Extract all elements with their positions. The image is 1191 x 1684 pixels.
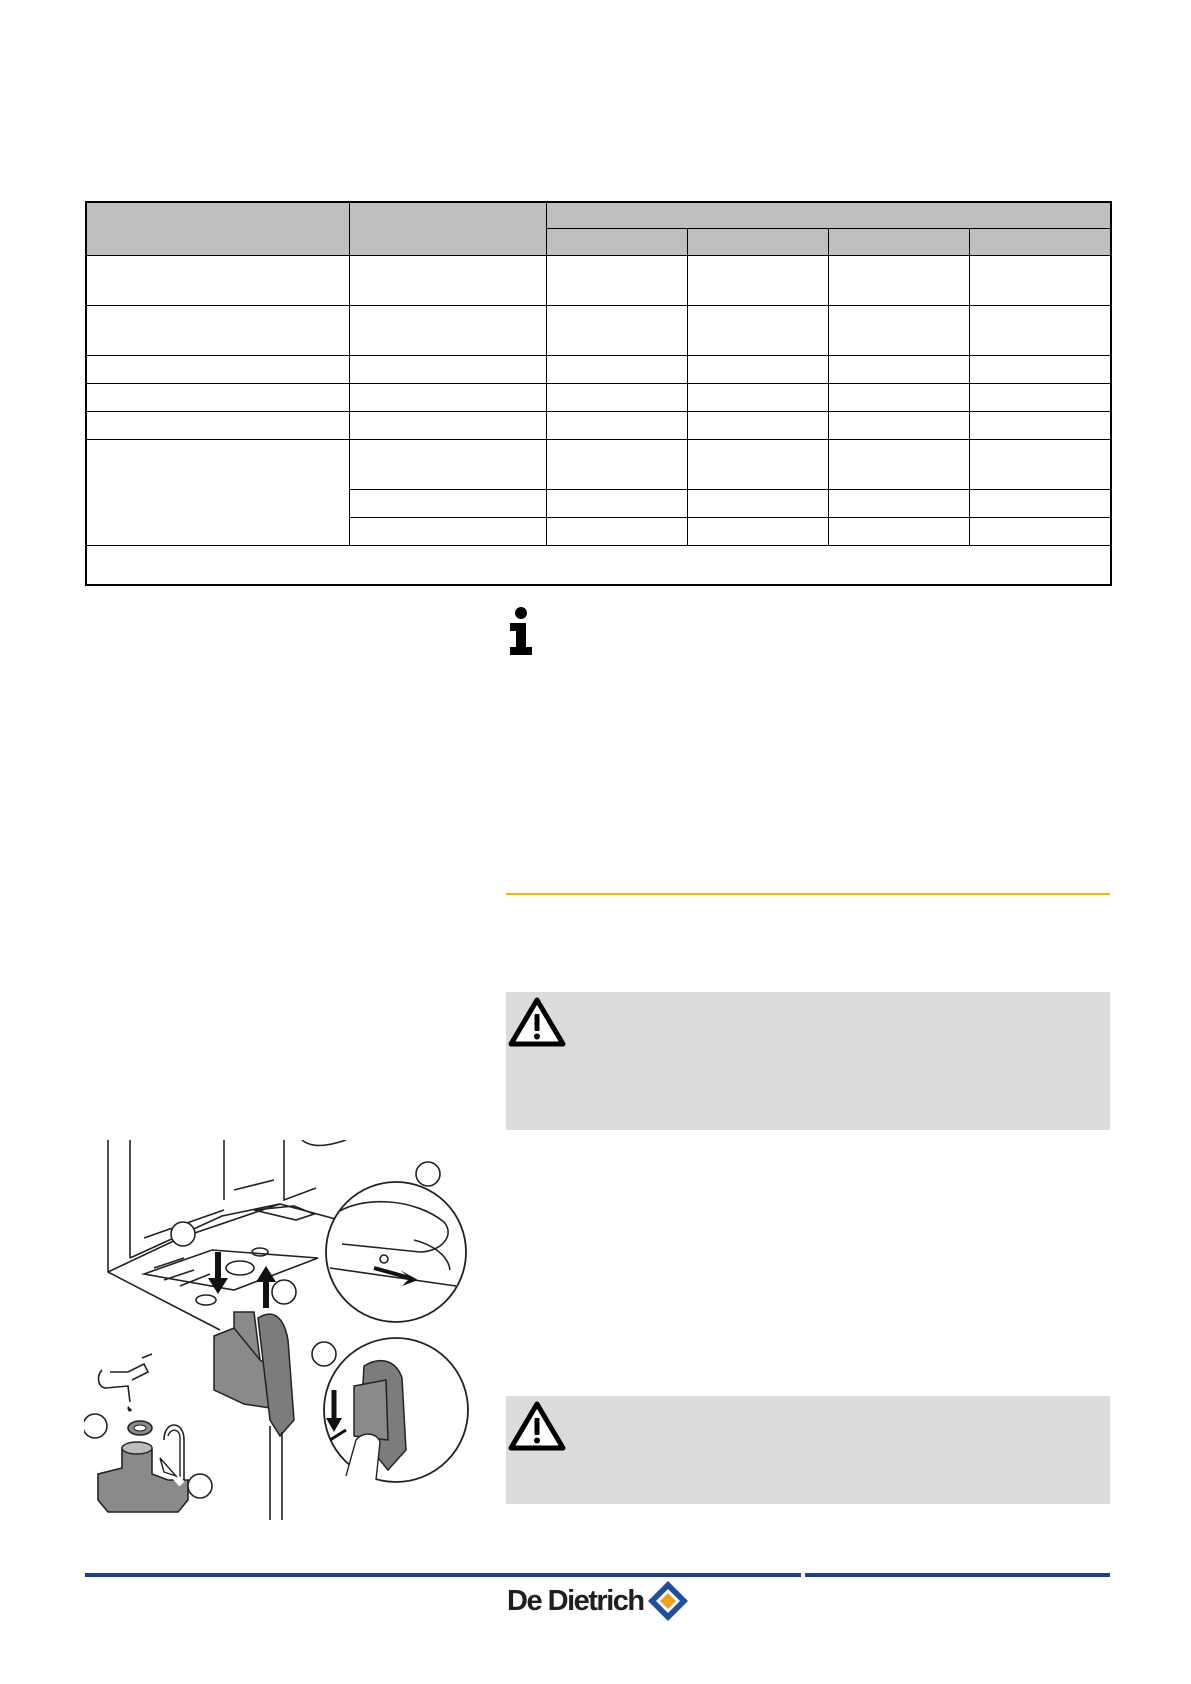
table-cell	[687, 356, 828, 384]
table-cell	[969, 306, 1111, 356]
table-cell	[969, 384, 1111, 412]
table-cell	[546, 384, 687, 412]
table-note	[86, 545, 1111, 585]
table-subheader	[687, 229, 828, 256]
info-icon	[507, 607, 535, 655]
brand-name: De Dietrich	[507, 1584, 644, 1617]
table-cell	[828, 517, 969, 545]
table-cell	[86, 440, 349, 546]
table-cell	[349, 517, 546, 545]
brand-logo	[507, 1579, 689, 1623]
table-cell	[687, 489, 828, 517]
de-dietrich-diamond-logo	[647, 1580, 689, 1622]
table-row	[86, 384, 1111, 412]
warning-box	[506, 992, 1110, 1130]
table-cell	[349, 489, 546, 517]
table-cell	[687, 384, 828, 412]
table-row	[86, 306, 1111, 356]
table-cell	[969, 440, 1111, 490]
siphon-installation-illustration	[84, 1140, 486, 1520]
table-cell	[86, 412, 349, 440]
section-divider	[506, 893, 1110, 895]
table-cell	[349, 256, 546, 306]
table-cell	[828, 256, 969, 306]
table-cell	[86, 356, 349, 384]
table-cell	[687, 412, 828, 440]
table-note-row	[86, 545, 1111, 585]
table-cell	[969, 489, 1111, 517]
table-cell	[969, 256, 1111, 306]
table-cell	[687, 306, 828, 356]
table-row	[86, 440, 1111, 490]
table-header-group	[546, 202, 1111, 229]
table-cell	[828, 306, 969, 356]
table-cell	[969, 356, 1111, 384]
table-row	[86, 412, 1111, 440]
table-subheader	[969, 229, 1111, 256]
table-cell	[828, 384, 969, 412]
table-subheader	[546, 229, 687, 256]
table-cell	[687, 517, 828, 545]
table-cell	[349, 440, 546, 490]
warning-triangle-icon	[508, 1401, 566, 1451]
table-cell	[687, 440, 828, 490]
table-row	[86, 256, 1111, 306]
table-cell	[349, 384, 546, 412]
warning-box	[506, 1396, 1110, 1504]
table-cell	[546, 256, 687, 306]
table-cell	[828, 412, 969, 440]
table-cell	[969, 412, 1111, 440]
table-header-col2	[349, 202, 546, 256]
table-cell	[546, 440, 687, 490]
table-cell	[349, 306, 546, 356]
table-cell	[546, 356, 687, 384]
table-cell	[546, 412, 687, 440]
table-cell	[349, 412, 546, 440]
table-cell	[828, 356, 969, 384]
table-cell	[828, 440, 969, 490]
spec-table	[85, 201, 1112, 586]
table-cell	[86, 306, 349, 356]
table-cell	[687, 256, 828, 306]
footer-rule	[85, 1573, 801, 1577]
table-subheader	[828, 229, 969, 256]
table-cell	[86, 384, 349, 412]
table-cell	[828, 489, 969, 517]
table-cell	[546, 517, 687, 545]
table-row	[86, 356, 1111, 384]
table-cell	[546, 306, 687, 356]
table-cell	[86, 256, 349, 306]
footer-rule	[805, 1573, 1110, 1577]
table-header-col1	[86, 202, 349, 256]
table-cell	[546, 489, 687, 517]
warning-triangle-icon	[508, 997, 566, 1047]
table-cell	[349, 356, 546, 384]
table-cell	[969, 517, 1111, 545]
